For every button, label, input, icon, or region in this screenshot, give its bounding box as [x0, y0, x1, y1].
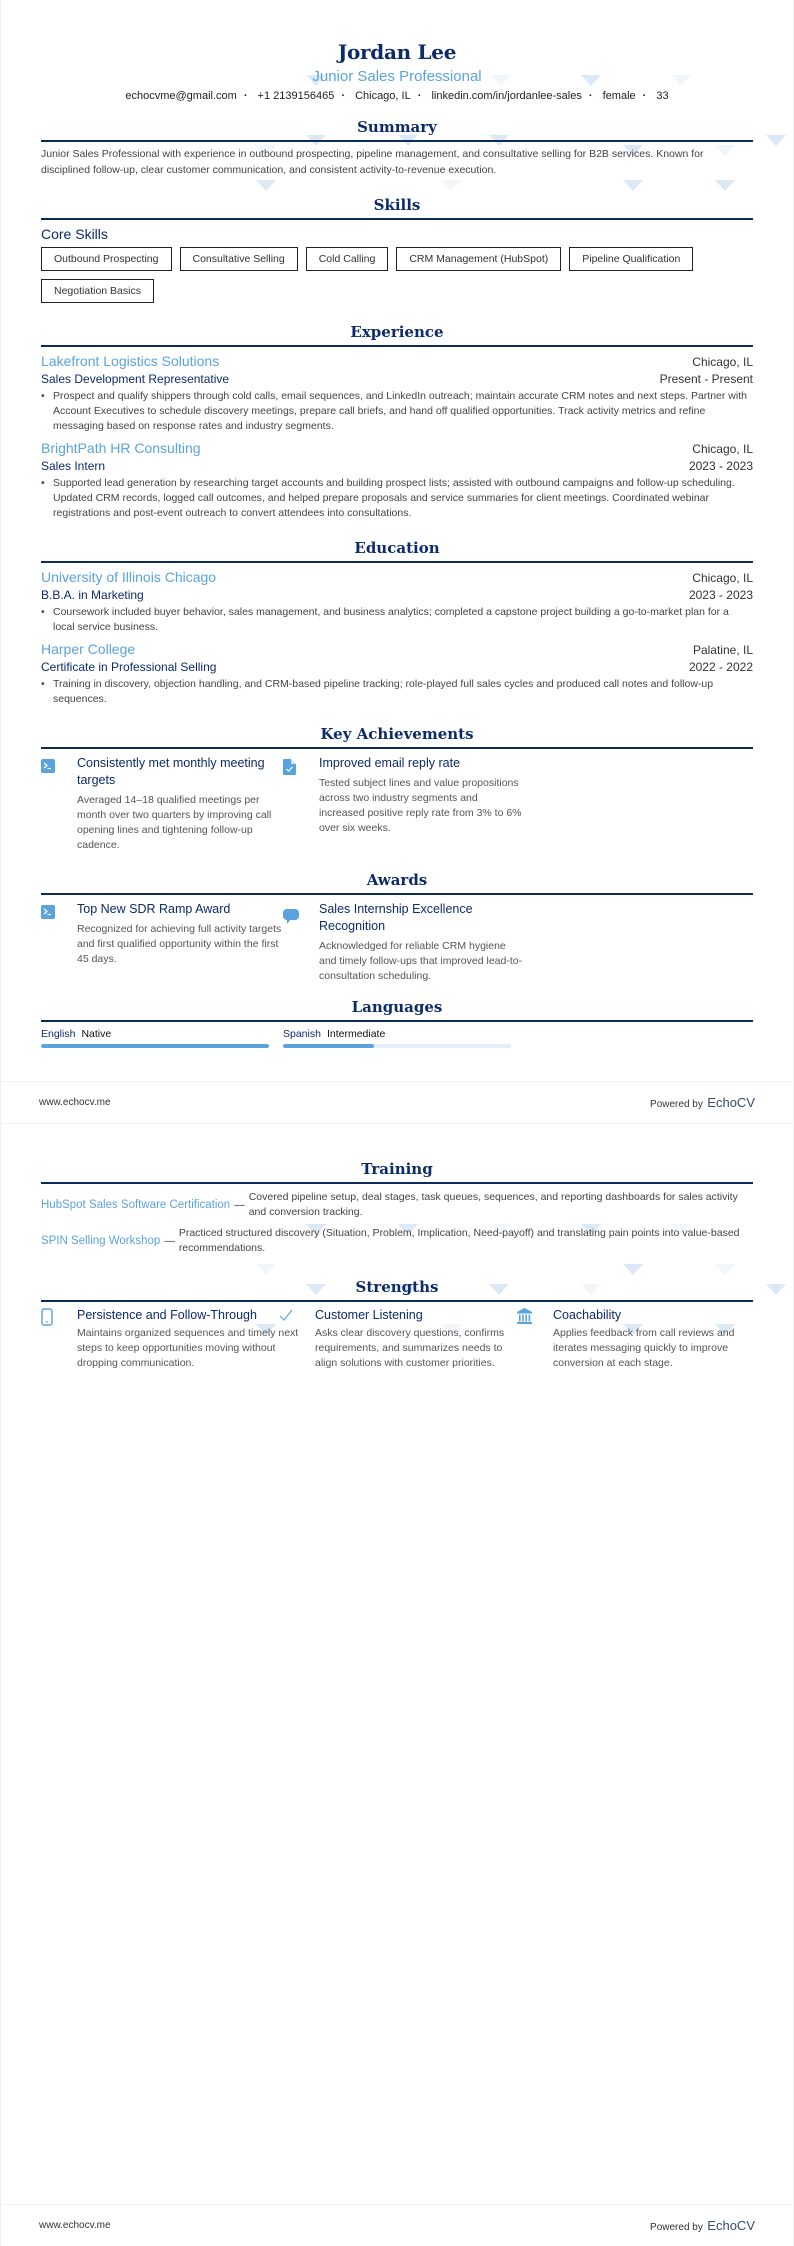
- training-name: HubSpot Sales Software Certification: [41, 1198, 231, 1211]
- separator-dot: ·: [588, 90, 593, 102]
- achievement-title: Consistently met monthly meeting targets: [77, 756, 265, 787]
- candidate-role: Junior Sales Professional: [312, 68, 482, 85]
- language-item: [283, 1028, 511, 1048]
- page-footer: [1, 1081, 793, 1123]
- language-level: Intermediate: [326, 1028, 386, 1040]
- school-name: University of Illinois Chicago: [41, 569, 217, 585]
- achievement-desc: Tested subject lines and value propositions across two industry segments and increased positive reply rate from 3% to 6% over six weeks.: [319, 777, 522, 834]
- job-dates: 2023 - 2023: [688, 459, 753, 473]
- summary-text: Junior Sales Professional with experience in outbound prospecting, pipeline management, and consultative selling for B2B services. Known for disciplined follow-up, clear customer communication, and consistent activity-to-revenue execution.: [41, 148, 704, 176]
- bullet-text: Coursework included buyer behavior, sales management, and business analytics; completed a capstone project building a go-to-market plan for a local service business.: [53, 606, 729, 633]
- achievement-card: [41, 755, 283, 853]
- proficiency-fill: [41, 1044, 269, 1048]
- footer-site-link[interactable]: www.echocv.me: [39, 1097, 111, 1108]
- language-proficiency-bar: [41, 1044, 269, 1048]
- company-name: Lakefront Logistics Solutions: [41, 353, 220, 369]
- award-card: [283, 901, 525, 984]
- skill-chip: Cold Calling: [306, 247, 389, 271]
- degree-name: B.B.A. in Marketing: [41, 588, 144, 602]
- skills-chip-list: [41, 247, 753, 303]
- bullet-dot: •: [41, 678, 45, 690]
- file-check-icon: [283, 755, 319, 853]
- skill-chip: Pipeline Qualification: [569, 247, 693, 271]
- language-name: Spanish: [283, 1028, 321, 1040]
- brand-logo[interactable]: EchoCV: [707, 2217, 755, 2233]
- language-level: Native: [81, 1028, 112, 1040]
- section-title-awards: Awards: [41, 871, 753, 895]
- language-proficiency-bar: [283, 1044, 511, 1048]
- separator-dot: ·: [243, 90, 248, 102]
- candidate-name: Jordan Lee: [337, 40, 457, 64]
- proficiency-fill: [283, 1044, 374, 1048]
- bullet-dot: •: [41, 606, 45, 618]
- section-title-skills: Skills: [41, 196, 753, 220]
- strength-card: [279, 1308, 517, 1371]
- education-bullet: [41, 605, 753, 635]
- training-item: [41, 1226, 753, 1256]
- job-dates: Present - Present: [659, 372, 753, 386]
- degree-name: Certificate in Professional Selling: [41, 660, 217, 674]
- strengths-list: [41, 1308, 753, 1371]
- school-name: Harper College: [41, 641, 136, 657]
- bullet-dot: •: [41, 477, 45, 489]
- award-card: [41, 901, 283, 984]
- training-desc: Covered pipeline setup, deal stages, task queues, sequences, and reporting dashboards for sales activity and conversion tracking.: [248, 1191, 738, 1218]
- section-title-education: Education: [41, 539, 753, 563]
- skill-chip: Consultative Selling: [180, 247, 298, 271]
- job-location: Chicago, IL: [692, 355, 753, 369]
- separator-dot: ·: [341, 90, 345, 102]
- contact-email[interactable]: echocvme@gmail.com: [125, 90, 237, 102]
- resume-page-2: [0, 1123, 794, 2246]
- education-entry: [41, 569, 753, 635]
- powered-by-label: Powered by: [650, 2221, 703, 2233]
- contact-linkedin[interactable]: linkedin.com/in/jordanlee-sales: [431, 90, 582, 102]
- strength-desc: Maintains organized sequences and timely next steps to keep opportunities moving without dropping communication.: [77, 1327, 299, 1369]
- chat-bubble-icon: [283, 901, 319, 984]
- strength-title: Coachability: [552, 1308, 622, 1322]
- experience-entry: [41, 353, 753, 434]
- bullet-text: Training in discovery, objection handling, and CRM-based pipeline tracking; role-played full sales cycles and produced call notes and follow-up sequences.: [53, 678, 714, 705]
- bullet-dot: •: [41, 390, 45, 402]
- language-name: English: [41, 1028, 76, 1040]
- job-bullet: [41, 476, 753, 521]
- brand-logo[interactable]: EchoCV: [707, 1094, 755, 1110]
- award-title: Sales Internship Excellence Recognition: [319, 902, 473, 933]
- powered-by-label: Powered by: [650, 1098, 703, 1110]
- school-location: Palatine, IL: [692, 643, 753, 657]
- page-footer: [1, 2204, 793, 2246]
- contact-age: 33: [656, 90, 669, 102]
- language-item: [41, 1028, 269, 1048]
- bullet-text: Supported lead generation by researching target accounts and building prospect lists; assisted with outbound campaigns and follow-up scheduling. Updated CRM records, logged call outcomes, and helped prepare proposals and service summaries for client meetings. Coordinated webinar registrations and post-event outreach to convert attendees into consultations.: [53, 477, 735, 519]
- award-desc: Recognized for achieving full activity targets and first qualified opportunity within the first 45 days.: [77, 923, 282, 965]
- achievement-card: [283, 755, 525, 853]
- training-name: SPIN Selling Workshop: [41, 1234, 161, 1247]
- skill-chip: Negotiation Basics: [41, 279, 154, 303]
- job-title: Sales Intern: [41, 459, 106, 473]
- dash-separator: —: [164, 1234, 175, 1247]
- contact-line: [41, 90, 753, 102]
- award-title: Top New SDR Ramp Award: [77, 902, 231, 916]
- award-desc: Acknowledged for reliable CRM hygiene and timely follow-ups that improved lead-to-consultation scheduling.: [319, 940, 523, 982]
- education-entry: [41, 641, 753, 707]
- job-title: Sales Development Representative: [41, 372, 230, 386]
- skills-group-title: Core Skills: [41, 226, 108, 242]
- skill-chip: Outbound Prospecting: [41, 247, 172, 271]
- powered-by: [650, 2217, 755, 2235]
- achievement-desc: Averaged 14–18 qualified meetings per month over two quarters by improving call opening lines and tightening follow-up cadence.: [77, 794, 272, 851]
- section-title-languages: Languages: [41, 998, 753, 1022]
- school-location: Chicago, IL: [692, 571, 753, 585]
- education-dates: 2022 - 2022: [688, 660, 753, 674]
- job-location: Chicago, IL: [692, 442, 753, 456]
- separator-dot: ·: [642, 90, 647, 102]
- section-title-training: Training: [41, 1160, 753, 1184]
- terminal-icon: [41, 755, 77, 853]
- bank-icon: [517, 1308, 553, 1371]
- awards-list: [41, 901, 753, 984]
- achievements-list: [41, 755, 753, 853]
- section-title-achievements: Key Achievements: [41, 725, 753, 749]
- strength-title: Persistence and Follow-Through: [77, 1308, 257, 1322]
- experience-entry: [41, 440, 753, 521]
- strength-desc: Asks clear discovery questions, confirms requirements, and summarizes needs to align solutions with customer priorities.: [315, 1327, 505, 1369]
- training-desc: Practiced structured discovery (Situation, Problem, Implication, Need-payoff) and translating pain points into value-based recommendations.: [178, 1227, 740, 1254]
- section-title-summary: Summary: [41, 118, 753, 142]
- powered-by: [650, 1094, 755, 1112]
- separator-dot: ·: [417, 90, 422, 102]
- checkmark-icon: [279, 1308, 315, 1371]
- terminal-icon: [41, 901, 77, 984]
- dash-separator: —: [234, 1198, 245, 1211]
- page-1-content: [1, 0, 793, 1048]
- footer-site-link[interactable]: www.echocv.me: [39, 2220, 111, 2231]
- smartphone-icon: [41, 1308, 77, 1371]
- contact-location: Chicago, IL: [355, 90, 411, 102]
- bullet-text: Prospect and qualify shippers through cold calls, email sequences, and LinkedIn outreach; maintain accurate CRM notes and next steps. Partner with Account Executives to schedule discovery meetings, prepare call briefs, and hand off qualified opportunities. Track activity metrics and refine messaging based on response rates and industry segments.: [53, 390, 747, 432]
- achievement-title: Improved email reply rate: [319, 756, 461, 770]
- strength-title: Customer Listening: [315, 1308, 423, 1322]
- strength-card: [517, 1308, 753, 1371]
- skill-chip: CRM Management (HubSpot): [396, 247, 561, 271]
- education-bullet: [41, 677, 753, 707]
- section-title-experience: Experience: [41, 323, 753, 347]
- contact-phone[interactable]: +1 2139156465: [257, 90, 335, 102]
- languages-list: [41, 1028, 753, 1048]
- section-title-strengths: Strengths: [41, 1278, 753, 1302]
- page-2-content: [1, 1124, 793, 1371]
- company-name: BrightPath HR Consulting: [41, 440, 201, 456]
- strength-card: [41, 1308, 299, 1371]
- strength-desc: Applies feedback from call reviews and iterates messaging quickly to improve conversion at each stage.: [552, 1327, 735, 1369]
- training-item: [41, 1190, 753, 1220]
- education-dates: 2023 - 2023: [688, 588, 753, 602]
- job-bullet: [41, 389, 753, 434]
- contact-gender: female: [602, 90, 636, 102]
